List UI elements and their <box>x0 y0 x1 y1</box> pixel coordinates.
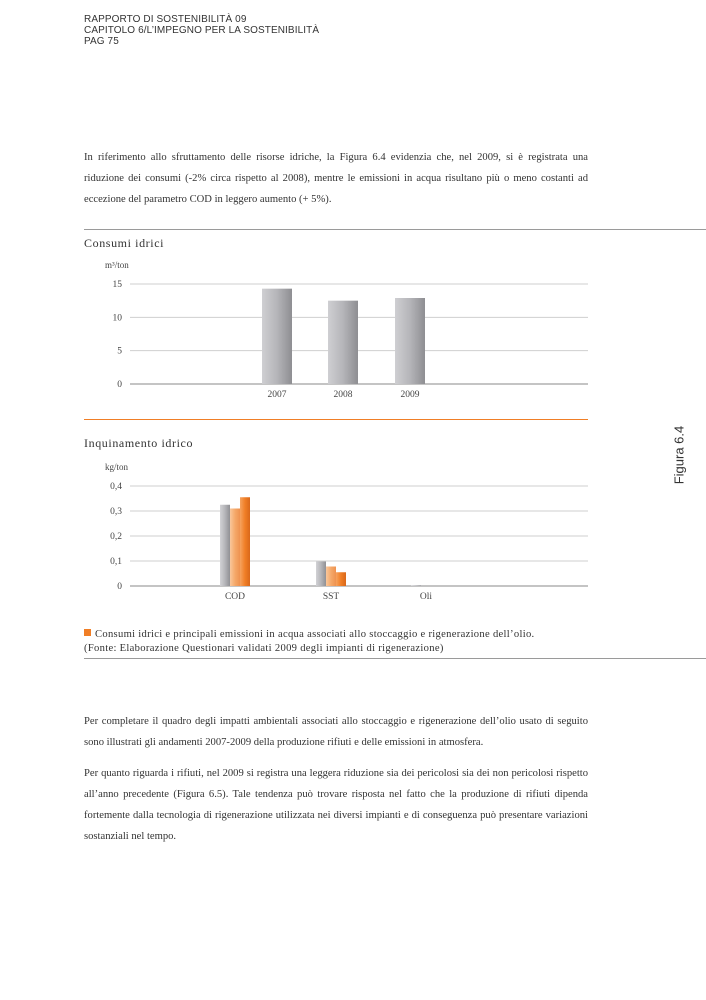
figure-label-text: Figura 6.4 <box>671 425 687 485</box>
chart2-y-tick: 0,4 <box>110 482 122 492</box>
top-divider <box>84 229 706 230</box>
chart1-bar-2007 <box>262 289 292 384</box>
chart2-y-tick: 0 <box>117 582 122 592</box>
intro-paragraph: In riferimento allo sfruttamento delle risorse idriche, la Figura 6.4 evidenzia che, nel 2009, si è registrata una riduzione dei consumi (-2% circa rispetto al 2008), mentre le emissioni in acqua risultano più o meno costanti ad eccezione del parametro COD in leggero aumento (+ 5%). <box>84 152 588 205</box>
chart2-x-tick: Oli <box>419 592 433 602</box>
chart2-title: Inquinamento idrico <box>84 436 194 450</box>
chart2-bar-COD-s2 <box>230 509 240 587</box>
chart2-bar-SST-s3 <box>336 572 346 586</box>
chart1-y-tick: 15 <box>112 280 122 290</box>
paragraph-2: Per completare il quadro degli impatti ambientali associati allo stoccaggio e rigenerazione dell’olio usato di seguito sono illustrati gli andamenti 2007-2009 della produzione rifiuti e delle emissioni in atmosfera. <box>84 716 588 748</box>
chart2-bar-COD-s3 <box>240 497 250 586</box>
figure-label <box>664 415 694 495</box>
paragraph-3: Per quanto riguarda i rifiuti, nel 2009 si registra una leggera riduzione sia dei pericolosi sia dei non pericolosi rispetto all’anno precedente (Figura 6.5). Tale tendenza può trovare risposta nel fatto che la produzione di rifiuti dipenda fortemente dalla tecnologia di rigenerazione utilizzata nei diversi impianti e di conseguenza può presentare variazioni sostanziali nel tempo. <box>84 768 588 842</box>
chart2-y-tick: 0,3 <box>110 507 122 517</box>
chart1-y-tick: 5 <box>117 346 122 357</box>
chart2-bar-SST-s2 <box>326 567 336 587</box>
chart1-title: Consumi idrici <box>84 236 165 250</box>
chart1-bar-2009 <box>395 298 425 384</box>
page-header <box>84 14 319 47</box>
water-pollution-chart <box>84 458 594 608</box>
chart1-bar-2008 <box>328 301 358 384</box>
chart2-y-tick: 0,2 <box>110 532 122 542</box>
chart2-x-tick: SST <box>322 592 340 602</box>
caption-line-2: (Fonte: Elaborazione Questionari validati 2009 degli impianti di rigenerazione) <box>84 643 444 654</box>
chart1-x-tick: 2008 <box>333 390 353 400</box>
chart2-y-tick: 0,1 <box>110 557 122 567</box>
page-number: PAG 75 <box>84 36 119 47</box>
chart1-y-tick: 0 <box>117 380 122 390</box>
caption-line-1: Consumi idrici e principali emissioni in acqua associati allo stoccaggio e rigenerazione dell’olio. <box>95 629 535 640</box>
chart2-x-tick: COD <box>224 592 246 602</box>
chart2-bar-COD-s1 <box>220 505 230 586</box>
chapter-title: CAPITOLO 6/L’IMPEGNO PER LA SOSTENIBILITÀ <box>84 25 320 36</box>
chart-divider <box>84 419 588 420</box>
caption-marker-icon <box>84 629 91 636</box>
caption-divider <box>84 658 706 659</box>
figure-caption <box>84 628 644 656</box>
chart2-y-unit: kg/ton <box>105 462 129 472</box>
chart1-y-unit: m³/ton <box>105 260 129 270</box>
chart2-bar-SST-s1 <box>316 562 326 587</box>
report-title: RAPPORTO DI SOSTENIBILITÀ 09 <box>84 14 247 25</box>
chart1-x-tick: 2007 <box>267 390 287 400</box>
water-consumption-chart <box>84 256 594 406</box>
chart2-bar-Oli-s1 <box>411 585 421 586</box>
chart1-y-tick: 10 <box>112 313 122 324</box>
chart1-x-tick: 2009 <box>400 390 420 400</box>
